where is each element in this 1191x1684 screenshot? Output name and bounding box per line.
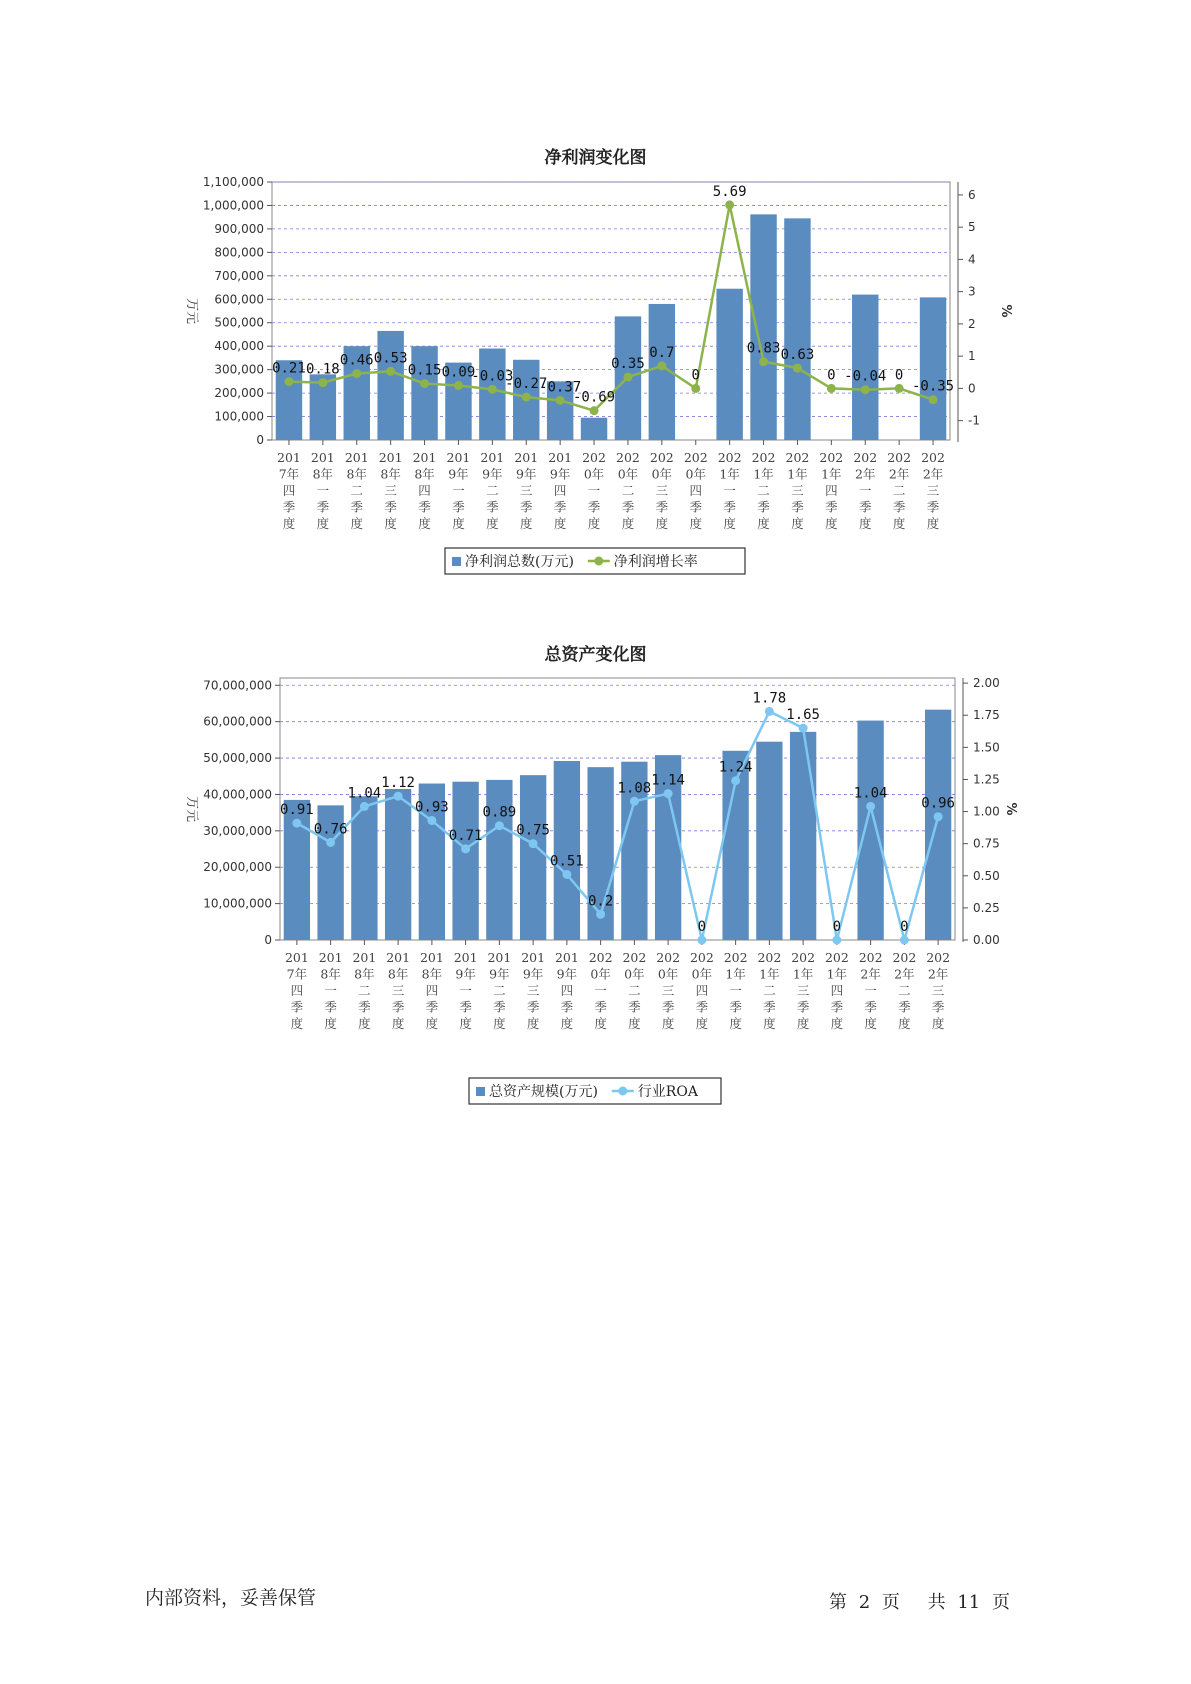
x-tick-label: 201 9年一季度 — [453, 950, 478, 1031]
x-tick-label: 201 8年二季度 — [344, 450, 369, 531]
data-label: 0.15 — [407, 362, 442, 379]
line-point — [799, 724, 808, 733]
x-tick-label: 202 1年四季度 — [819, 450, 844, 531]
y2-tick-label: 1.25 — [973, 772, 1000, 787]
total-pages: 11 — [957, 1592, 981, 1613]
line-point — [461, 844, 470, 853]
x-tick-label: 201 8年一季度 — [318, 950, 343, 1031]
y2-tick-label: 2 — [968, 316, 976, 331]
line-point — [725, 200, 734, 209]
line-point — [427, 816, 436, 825]
data-label: 0.09 — [441, 364, 476, 381]
line-point — [318, 378, 327, 387]
bar — [716, 289, 742, 440]
x-tick-label: 201 7年四季度 — [284, 950, 309, 1031]
x-tick-label: 201 8年三季度 — [386, 950, 411, 1031]
y2-tick-label: 0.00 — [973, 933, 1000, 947]
line-point — [590, 406, 599, 415]
total-prefix: 共 — [927, 1592, 946, 1613]
line-point — [556, 396, 565, 405]
data-label: 0.89 — [482, 804, 517, 821]
y2-axis-label: % — [998, 304, 1013, 318]
y2-tick-label: 3 — [968, 284, 976, 299]
data-label: 0 — [697, 919, 707, 935]
y-tick-label: 100,000 — [214, 409, 264, 424]
line-point — [793, 364, 802, 373]
data-label: -0.03 — [471, 368, 514, 385]
bar — [581, 418, 607, 440]
data-label: 0.63 — [780, 347, 815, 364]
line-point — [759, 357, 768, 366]
chart-title-profit: 净利润变化图 — [544, 148, 647, 168]
x-tick-label: 202 0年三季度 — [649, 450, 674, 531]
line-point — [292, 819, 301, 828]
bar — [852, 295, 878, 440]
legend-bar-label: 总资产规模(万元) — [489, 1084, 598, 1100]
y-tick-label: 600,000 — [214, 292, 264, 307]
bar — [790, 732, 816, 940]
line-point — [623, 373, 632, 382]
bar — [920, 297, 946, 440]
data-label: 1.12 — [381, 775, 415, 792]
line-point — [420, 379, 429, 388]
bar — [479, 349, 505, 440]
line-point — [731, 776, 740, 785]
x-tick-label: 202 0年一季度 — [588, 950, 613, 1031]
x-tick-label: 201 9年三季度 — [514, 450, 539, 531]
data-label: 0 — [894, 367, 904, 384]
x-tick-label: 202 2年一季度 — [858, 950, 883, 1031]
x-tick-label: 202 2年二季度 — [887, 450, 912, 531]
x-tick-label: 201 9年二季度 — [487, 950, 512, 1031]
data-label: 0.76 — [313, 821, 348, 838]
plot-frame — [280, 678, 955, 940]
data-label: 1.78 — [752, 690, 787, 707]
page-suffix: 页 — [881, 1592, 900, 1613]
data-label: 1.65 — [786, 707, 820, 724]
bar — [452, 782, 478, 940]
y2-tick-label: 0.25 — [973, 900, 1000, 915]
line-point — [630, 797, 639, 806]
x-tick-label: 202 0年三季度 — [656, 950, 681, 1031]
data-label: 0.2 — [587, 893, 614, 910]
y-tick-label: 900,000 — [214, 221, 264, 236]
line-point — [360, 802, 369, 811]
data-label: -0.69 — [572, 389, 616, 406]
legend-bar-swatch — [452, 557, 461, 566]
y2-tick-label: 0.50 — [973, 868, 1000, 883]
y-tick-label: 0 — [264, 933, 272, 947]
x-tick-label: 202 0年一季度 — [582, 450, 606, 531]
line-point — [495, 821, 504, 830]
y-axis-label: 万元 — [184, 297, 199, 325]
data-label: 0.35 — [611, 356, 645, 373]
bar — [756, 742, 782, 940]
x-tick-label: 202 2年一季度 — [853, 450, 878, 531]
page-prefix: 第 — [828, 1592, 847, 1613]
data-label: 0.91 — [280, 802, 314, 819]
bar — [925, 710, 951, 940]
data-label: 0.21 — [272, 360, 306, 377]
y2-tick-label: 1.50 — [973, 740, 1000, 755]
y-tick-label: 30,000,000 — [203, 823, 272, 838]
data-label: 1.04 — [347, 785, 382, 802]
bar — [377, 331, 403, 440]
data-label: 0.83 — [746, 340, 781, 357]
line-point — [866, 802, 875, 811]
data-label: 0 — [832, 919, 842, 935]
bar — [411, 346, 437, 440]
x-tick-label: 201 8年三季度 — [378, 450, 403, 531]
x-tick-label: 202 1年三季度 — [785, 450, 810, 531]
x-tick-label: 202 1年二季度 — [751, 450, 776, 531]
bar — [857, 721, 883, 940]
x-tick-label: 202 1年四季度 — [824, 950, 849, 1031]
data-label: -0.04 — [844, 368, 887, 385]
line-point — [284, 377, 293, 386]
x-tick-label: 201 7年四季度 — [277, 450, 301, 531]
y2-tick-label: 1.75 — [973, 708, 1000, 723]
legend-line-marker — [618, 1087, 627, 1096]
data-label: 0.71 — [448, 827, 483, 844]
data-label: 0.51 — [550, 853, 584, 870]
line-point — [326, 838, 335, 847]
data-label: 1.08 — [617, 780, 652, 797]
y2-tick-label: 5 — [968, 220, 976, 235]
data-label: -0.37 — [539, 379, 582, 396]
line-point — [827, 384, 836, 393]
line-point — [562, 870, 571, 879]
y-tick-label: 200,000 — [214, 386, 264, 401]
line-point — [394, 792, 403, 801]
x-tick-label: 201 9年三季度 — [521, 950, 546, 1031]
line-point — [697, 936, 706, 945]
line-point — [934, 812, 943, 821]
legend-bar-label: 净利润总数(万元) — [465, 554, 574, 570]
bar — [554, 761, 580, 940]
legend-line-label: 行业ROA — [637, 1084, 698, 1100]
x-tick-label: 202 1年二季度 — [757, 950, 782, 1031]
data-label: 0.96 — [921, 795, 955, 812]
line-point — [895, 384, 904, 393]
profit-chart — [0, 170, 1191, 630]
x-tick-label: 201 8年四季度 — [419, 950, 444, 1031]
line-point — [657, 361, 666, 370]
data-label: 0.7 — [649, 344, 675, 361]
y-tick-label: 0 — [256, 433, 264, 447]
x-tick-label: 202 0年四季度 — [689, 950, 714, 1031]
y-tick-label: 40,000,000 — [203, 787, 272, 802]
data-label: 0.53 — [373, 350, 408, 367]
y-tick-label: 500,000 — [214, 315, 264, 330]
bar — [520, 775, 546, 940]
data-label: -0.35 — [911, 378, 955, 395]
x-tick-label: 202 2年二季度 — [892, 950, 917, 1031]
legend-line-marker — [594, 557, 603, 566]
line-point — [352, 369, 361, 378]
line-point — [861, 385, 870, 394]
data-label: 0.93 — [415, 799, 449, 816]
y-tick-label: 1,000,000 — [202, 198, 264, 213]
y-axis-label: 万元 — [184, 795, 199, 823]
data-label: -0.27 — [505, 376, 548, 393]
y-tick-label: 70,000,000 — [203, 678, 272, 693]
y2-tick-label: 2.00 — [973, 676, 1000, 691]
x-tick-label: 201 8年二季度 — [352, 950, 377, 1031]
y-tick-label: 700,000 — [214, 268, 264, 283]
y-tick-label: 300,000 — [214, 362, 264, 377]
x-tick-label: 202 1年一季度 — [717, 450, 742, 531]
x-tick-label: 202 2年三季度 — [926, 950, 951, 1031]
line-point — [522, 393, 531, 402]
line-point — [832, 936, 841, 945]
page-number: 2 — [858, 1592, 871, 1613]
y-tick-label: 50,000,000 — [203, 751, 272, 766]
total-suffix: 页 — [992, 1592, 1010, 1613]
y2-tick-label: 6 — [968, 187, 976, 202]
footer-page-info — [829, 1588, 1010, 1614]
x-tick-label: 201 9年二季度 — [480, 450, 505, 531]
bar — [750, 214, 776, 440]
data-label: 1.14 — [651, 772, 685, 789]
line-point — [386, 367, 395, 376]
x-tick-label: 201 8年一季度 — [310, 450, 335, 531]
y2-tick-label: 1 — [968, 349, 976, 364]
data-label: 1.04 — [853, 785, 888, 802]
line-point — [691, 384, 700, 393]
x-tick-label: 202 0年二季度 — [616, 450, 640, 531]
data-label: 0.46 — [339, 352, 374, 369]
x-tick-label: 201 9年一季度 — [446, 450, 471, 531]
line-point — [765, 707, 774, 716]
x-tick-label: 201 9年四季度 — [548, 450, 573, 531]
line-point — [664, 789, 673, 798]
y-tick-label: 1,100,000 — [202, 175, 264, 189]
y-tick-label: 400,000 — [214, 339, 264, 354]
x-tick-label: 202 1年一季度 — [723, 950, 748, 1031]
data-label: 5.69 — [712, 183, 747, 200]
data-label: 0 — [900, 919, 909, 935]
y2-tick-label: -1 — [968, 413, 980, 428]
line-point — [454, 381, 463, 390]
data-label: 0.18 — [305, 361, 340, 378]
y2-tick-label: 0.75 — [973, 836, 1000, 851]
x-tick-label: 201 8年四季度 — [412, 450, 437, 531]
assets-chart — [0, 668, 1191, 1108]
y-tick-label: 10,000,000 — [203, 896, 272, 911]
y2-tick-label: 0 — [968, 381, 976, 396]
line-point — [900, 936, 909, 945]
footer-confidential-note: 内部资料，妥善保管 — [145, 1587, 317, 1609]
line-point — [929, 395, 938, 404]
y-tick-label: 800,000 — [214, 245, 264, 260]
bar — [784, 218, 810, 440]
x-tick-label: 202 0年二季度 — [622, 950, 647, 1031]
legend-line-label: 净利润增长率 — [613, 554, 698, 570]
x-tick-label: 202 2年三季度 — [921, 450, 945, 531]
x-tick-label: 202 0年四季度 — [683, 450, 708, 531]
x-tick-label: 201 9年四季度 — [554, 950, 579, 1031]
legend-bar-swatch — [476, 1087, 485, 1096]
line-point — [596, 910, 605, 919]
x-tick-label: 202 1年三季度 — [791, 950, 816, 1031]
data-label: 0 — [827, 367, 836, 384]
y-tick-label: 60,000,000 — [203, 714, 272, 729]
y-tick-label: 20,000,000 — [203, 860, 272, 875]
chart-title-assets: 总资产变化图 — [544, 645, 647, 665]
data-label: 0 — [691, 367, 700, 384]
y2-tick-label: 4 — [968, 252, 976, 267]
y2-axis-label: % — [1003, 802, 1018, 816]
data-label: 0.75 — [516, 822, 550, 839]
line-point — [529, 839, 538, 848]
bar — [385, 789, 411, 940]
line-point — [488, 385, 497, 394]
data-label: 1.24 — [718, 759, 753, 776]
y2-tick-label: 1.00 — [973, 804, 1000, 819]
